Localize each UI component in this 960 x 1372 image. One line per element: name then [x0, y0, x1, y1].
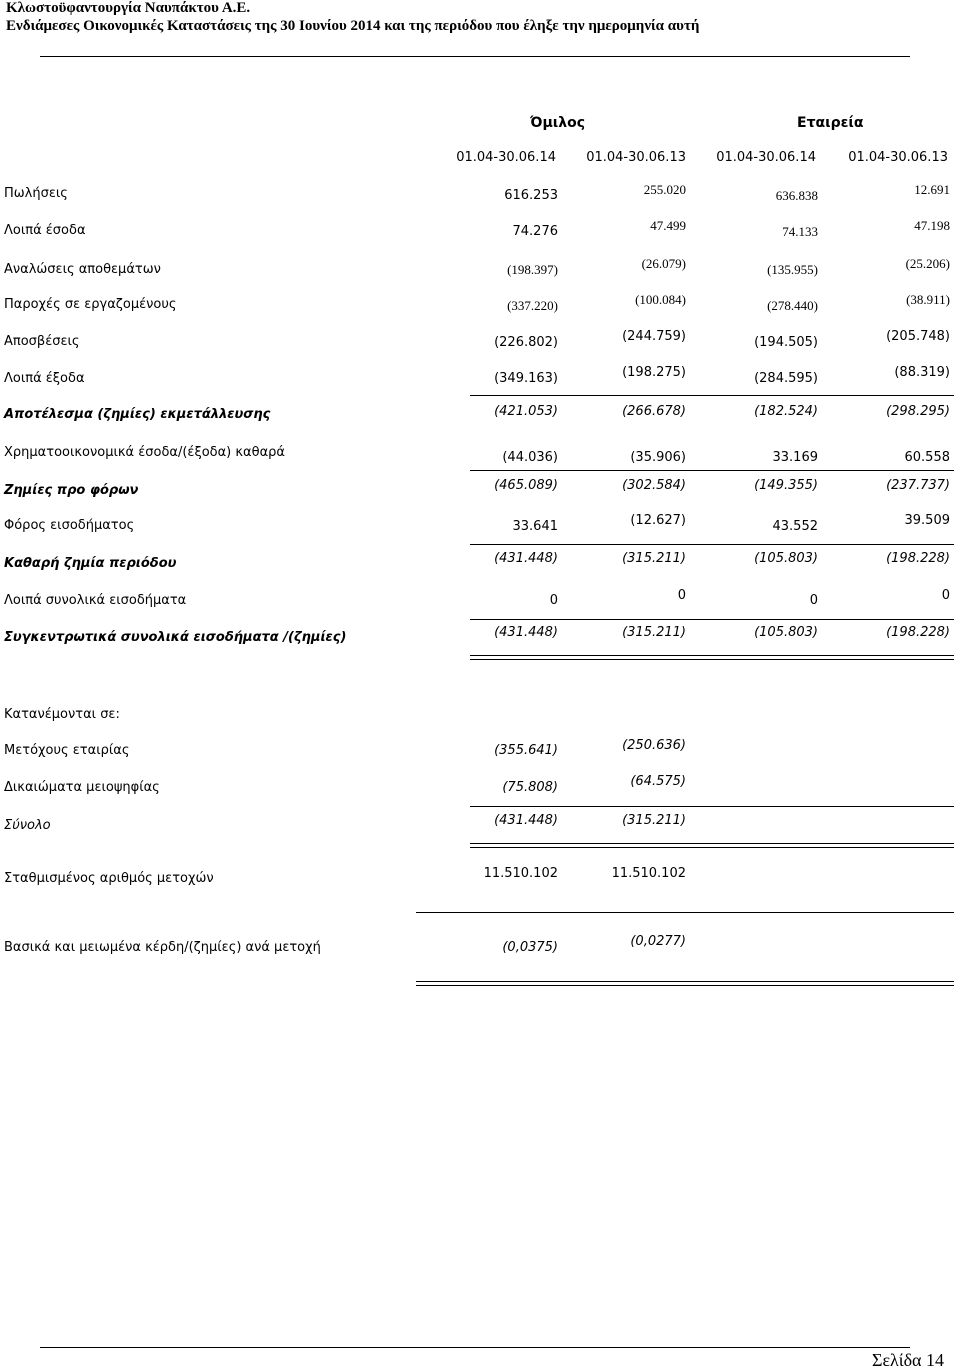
row-value: (182.524)	[754, 404, 818, 419]
shares-value: 11.510.102	[483, 866, 558, 881]
header-rule	[40, 56, 910, 57]
row-value: (315.211)	[622, 625, 686, 640]
subtotal-rule	[470, 619, 954, 620]
row-value: (226.802)	[494, 335, 558, 350]
row-label: Φόρος εισοδήματος	[4, 518, 135, 533]
row-value: (284.595)	[754, 371, 818, 386]
total-double-rule	[470, 843, 954, 848]
row-label: Συγκεντρωτικά συνολικά εισοδήματα /(ζημίες)	[4, 630, 347, 645]
group-header-omilos: Όμιλος	[530, 115, 586, 131]
row-value: (198.228)	[886, 551, 950, 566]
shares-value: 11.510.102	[611, 866, 686, 881]
column-header-2: 01.04-30.06.13	[586, 150, 686, 165]
row-value: (12.627)	[630, 513, 686, 528]
row-value: (349.163)	[494, 371, 558, 386]
row-value: (465.089)	[494, 478, 558, 493]
eps-double-rule	[416, 981, 954, 986]
row-value: 60.558	[904, 450, 950, 465]
eps-value: (0,0375)	[502, 940, 558, 955]
row-value: (431.448)	[494, 551, 558, 566]
row-value: (38.911)	[906, 292, 950, 307]
column-header-3: 01.04-30.06.14	[716, 150, 816, 165]
row-label: Πωλήσεις	[4, 186, 68, 201]
row-value: (237.737)	[886, 478, 950, 493]
row-value: (26.079)	[641, 256, 686, 271]
column-header-1: 01.04-30.06.14	[456, 150, 556, 165]
row-value: 74.276	[512, 224, 558, 239]
row-value: (64.575)	[630, 774, 686, 789]
row-value: (431.448)	[494, 813, 558, 828]
row-label: Χρηματοοικονομικά έσοδα/(έξοδα) καθαρά	[4, 445, 285, 460]
shares-rule	[416, 912, 954, 913]
footer-rule	[40, 1347, 910, 1348]
row-value: 636.838	[775, 188, 818, 203]
row-value: (250.636)	[622, 738, 686, 753]
row-value: 33.641	[512, 519, 558, 534]
row-label: Λοιπά έξοδα	[4, 371, 85, 386]
row-label: Λοιπά έσοδα	[4, 223, 86, 238]
group-header-etaireia: Εταιρεία	[797, 115, 864, 131]
row-value: (244.759)	[622, 329, 686, 344]
subtotal-rule	[470, 544, 954, 545]
row-value: (315.211)	[622, 813, 686, 828]
row-value: (194.505)	[754, 335, 818, 350]
row-value: (135.955)	[767, 262, 818, 277]
row-value: 12.691	[914, 182, 950, 197]
row-value: (315.211)	[622, 551, 686, 566]
row-value: (149.355)	[754, 478, 818, 493]
eps-label: Βασικά και μειωμένα κέρδη/(ζημίες) ανά μετοχή	[4, 940, 321, 955]
row-value: (44.036)	[502, 450, 558, 465]
row-label: Καθαρή ζημία περιόδου	[4, 556, 177, 571]
row-value: (431.448)	[494, 625, 558, 640]
row-value: (100.084)	[635, 292, 686, 307]
row-value: (421.053)	[494, 404, 558, 419]
subtotal-rule	[470, 806, 954, 807]
row-value: (105.803)	[754, 551, 818, 566]
row-value: 33.169	[772, 450, 818, 465]
row-value: (75.808)	[502, 780, 558, 795]
row-value: 0	[941, 588, 950, 603]
company-name: Κλωστοϋφαντουργία Ναυπάκτου Α.Ε.	[6, 0, 251, 16]
subtotal-rule	[470, 395, 954, 396]
row-value: (278.440)	[767, 298, 818, 313]
row-value: 255.020	[643, 182, 686, 197]
row-value: 47.499	[650, 218, 686, 233]
row-value: (337.220)	[507, 298, 558, 313]
row-value: 47.198	[914, 218, 950, 233]
row-value: (298.295)	[886, 404, 950, 419]
row-value: (35.906)	[630, 450, 686, 465]
row-value: 0	[549, 593, 558, 608]
row-value: (198.275)	[622, 365, 686, 380]
page-number: Σελίδα 14	[871, 1350, 944, 1370]
row-value: 616.253	[504, 188, 558, 203]
row-value: 39.509	[904, 513, 950, 528]
row-label: Αποτέλεσμα (ζημίες) εκμετάλλευσης	[4, 407, 271, 422]
row-value: (205.748)	[886, 329, 950, 344]
row-value: (198.397)	[507, 262, 558, 277]
subtotal-rule	[470, 470, 954, 471]
row-value: (198.228)	[886, 625, 950, 640]
row-value: (302.584)	[622, 478, 686, 493]
row-value: 0	[809, 593, 818, 608]
row-value: (88.319)	[894, 365, 950, 380]
row-label: Αποσβέσεις	[4, 334, 80, 349]
row-value: 0	[677, 588, 686, 603]
eps-value: (0,0277)	[630, 934, 686, 949]
row-value: (355.641)	[494, 743, 558, 758]
row-label: Μετόχους εταιρίας	[4, 743, 130, 758]
row-value: (266.678)	[622, 404, 686, 419]
allocation-title: Κατανέμονται σε:	[4, 707, 120, 722]
row-value: (25.206)	[905, 256, 950, 271]
row-value: 74.133	[782, 224, 818, 239]
row-label: Δικαιώματα μειοψηφίας	[4, 780, 160, 795]
total-double-rule	[470, 655, 954, 660]
row-label: Σύνολο	[4, 818, 51, 833]
row-label: Λοιπά συνολικά εισοδήματα	[4, 593, 187, 608]
row-label: Παροχές σε εργαζομένους	[4, 297, 177, 312]
row-label: Ζημίες προ φόρων	[4, 483, 139, 498]
row-value: 43.552	[772, 519, 818, 534]
shares-label: Σταθμισμένος αριθμός μετοχών	[4, 871, 214, 886]
document-subtitle: Ενδιάμεσες Οικονομικές Καταστάσεις της 30 Ιουνίου 2014 και της περιόδου που έληξε την ημερομηνία αυτή	[6, 18, 700, 34]
row-label: Αναλώσεις αποθεμάτων	[4, 262, 161, 277]
row-value: (105.803)	[754, 625, 818, 640]
column-header-4: 01.04-30.06.13	[848, 150, 948, 165]
